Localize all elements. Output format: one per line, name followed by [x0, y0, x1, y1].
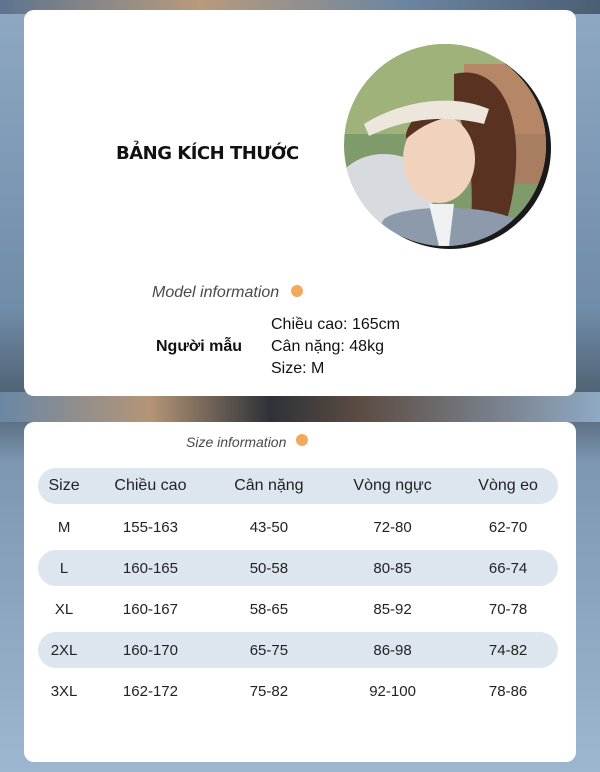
model-size: Size: M: [271, 360, 325, 377]
table-row: [38, 673, 558, 709]
size-section-label: Size information: [186, 434, 287, 450]
table-cell-height: 160-170: [90, 632, 211, 668]
accent-dot: [291, 285, 303, 297]
model-photo: [344, 44, 546, 246]
column-header: Chiều cao: [90, 468, 211, 504]
model-weight: Cân nặng: 48kg: [271, 338, 384, 355]
table-cell-waist: 70-78: [488, 600, 528, 618]
table-cell-chest: 92-100: [369, 682, 416, 700]
table-cell-height: 160-165: [90, 550, 211, 586]
model-details: [271, 314, 400, 380]
column-header: Vòng ngực: [327, 468, 458, 504]
table-row: [38, 632, 558, 668]
table-cell-weight: 75-82: [249, 682, 289, 700]
table-cell-size: 3XL: [50, 682, 78, 700]
model-height: Chiều cao: 165cm: [271, 316, 400, 333]
table-row: [38, 591, 558, 627]
table-cell-waist: 74-82: [458, 632, 558, 668]
column-header: Cân nặng: [211, 468, 327, 504]
table-cell-weight: 50-58: [211, 550, 327, 586]
table-cell-chest: 85-92: [373, 600, 412, 618]
background-band-middle: [0, 392, 600, 422]
table-cell-chest: 72-80: [373, 518, 412, 536]
table-cell-height: 162-172: [122, 682, 178, 700]
table-cell-weight: 58-65: [249, 600, 289, 618]
table-cell-size: M: [57, 518, 71, 536]
model-section-label: Model information: [152, 284, 280, 301]
table-cell-waist: 78-86: [488, 682, 528, 700]
table-cell-height: 155-163: [122, 518, 178, 536]
table-cell-waist: 66-74: [458, 550, 558, 586]
table-cell-height: 160-167: [122, 600, 178, 618]
table-cell-chest: 80-85: [327, 550, 458, 586]
table-cell-weight: 43-50: [249, 518, 289, 536]
table-cell-chest: 86-98: [327, 632, 458, 668]
table-header-row: [38, 468, 558, 504]
table-row: [38, 509, 558, 545]
column-header: Size: [38, 468, 90, 504]
table-row: [38, 550, 558, 586]
model-name-label: Người mẫu: [156, 338, 243, 355]
table-cell-size: XL: [54, 600, 74, 618]
table-cell-waist: 62-70: [488, 518, 528, 536]
table-cell-weight: 65-75: [211, 632, 327, 668]
model-info-card: [24, 10, 576, 396]
size-table: [38, 468, 558, 709]
table-cell-size: L: [38, 550, 90, 586]
page-title: BẢNG KÍCH THƯỚC: [116, 143, 299, 164]
accent-dot: [296, 434, 308, 446]
table-cell-size: 2XL: [38, 632, 90, 668]
size-chart-card: [24, 422, 576, 762]
column-header: Vòng eo: [458, 468, 558, 504]
